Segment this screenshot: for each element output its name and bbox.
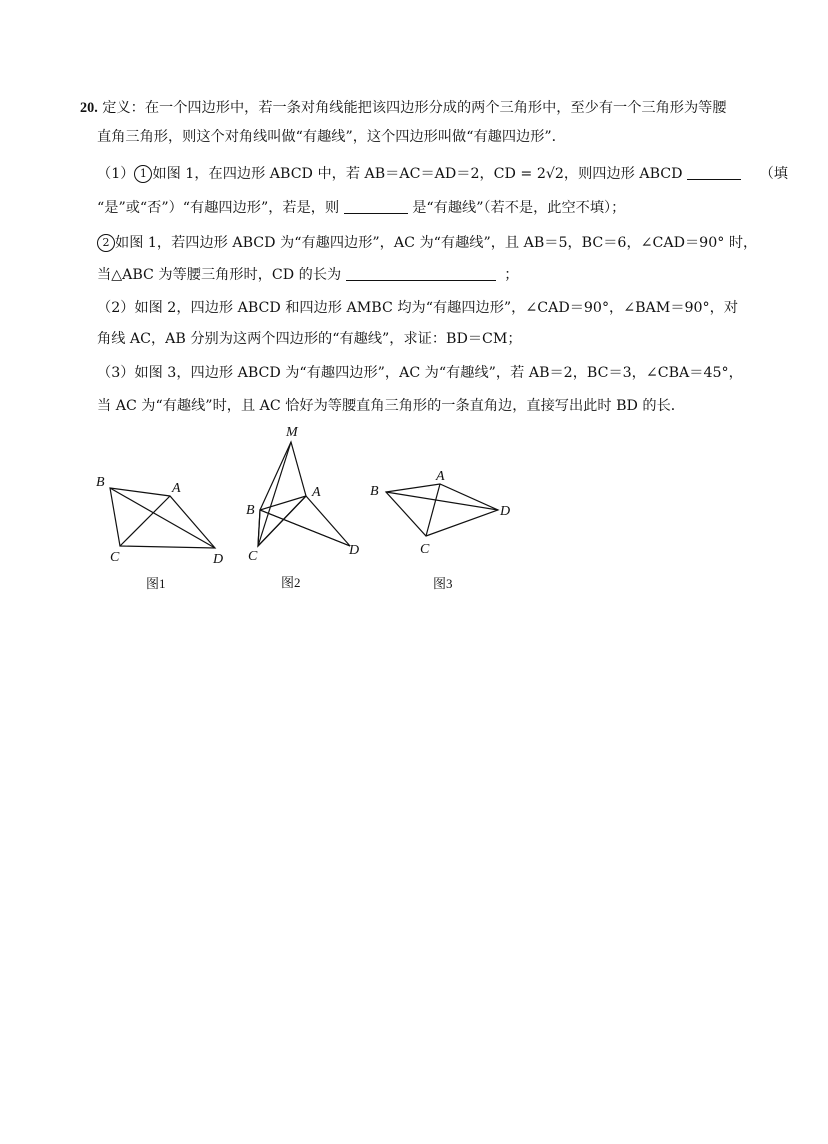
- part3-text-2: 当 AC 为“有趣线”时，且 AC 恰好为等腰直角三角形的一条直角边，直接写出此时 BD 的长．: [97, 398, 685, 414]
- part3-line-2: [97, 396, 685, 416]
- figure-3: [360, 460, 530, 600]
- problem-definition-line-1: [80, 98, 727, 118]
- figure-2-diagonal-bd: [260, 510, 350, 546]
- part1-q2-text-3: ；: [504, 267, 519, 283]
- problem-number: 20.: [80, 100, 98, 116]
- answer-blank-2[interactable]: [344, 199, 408, 214]
- part1-label: （1）: [97, 166, 135, 182]
- figure-3-label-a: A: [436, 469, 445, 484]
- answer-blank-1[interactable]: [687, 165, 741, 180]
- figure-3-label-b: B: [370, 484, 379, 499]
- circled-number-2: 2: [97, 234, 115, 252]
- part1-q1-text-2: “是”或“否”）“有趣四边形”，若是，则: [97, 200, 340, 216]
- figure-2-label-m: M: [286, 425, 298, 440]
- figure-2: [238, 420, 373, 600]
- figure-3-caption: 图3: [433, 576, 453, 591]
- part1-q1-line-1: [97, 164, 788, 184]
- part2-line-1: [97, 298, 738, 318]
- definition-text-1: 定义：在一个四边形中，若一条对角线能把该四边形分成的两个三角形中，至少有一个三角形为等腰: [102, 100, 727, 116]
- figure-2-label-a: A: [312, 485, 321, 500]
- part1-q1-line-2: [97, 198, 625, 218]
- part1-q1-text-3: 是“有趣线”（若不是，此空不填）；: [412, 200, 626, 216]
- part3-text-1: （3）如图 3，四边形 ABCD 为“有趣四边形”，AC 为“有趣线”，若 AB＝2，BC＝3，∠CBA＝45°，: [97, 365, 743, 381]
- figure-1-diagonal-ac: [120, 496, 170, 546]
- figure-1-label-a: A: [172, 481, 181, 496]
- part1-q2-line-1: [97, 233, 757, 253]
- figure-1-label-c: C: [110, 550, 120, 565]
- part2-text-1: （2）如图 2，四边形 ABCD 和四边形 AMBC 均为“有趣四边形”，∠CAD＝90°，∠BAM＝90°，对: [97, 300, 739, 316]
- figure-2-label-c: C: [248, 549, 258, 564]
- part1-q1-text: 如图 1，在四边形 ABCD 中，若 AB＝AC＝AD＝2，CD = 2√2，则四边形 ABCD: [152, 166, 683, 182]
- definition-text-2: 直角三角形，则这个对角线叫做“有趣线”，这个四边形叫做“有趣四边形”．: [97, 129, 566, 145]
- figure-3-diagonal-ac: [426, 484, 440, 536]
- figure-2-label-d: D: [349, 543, 360, 558]
- figure-3-quadrilateral: [386, 484, 498, 536]
- figure-3-label-d: D: [500, 504, 511, 519]
- part3-line-1: [97, 363, 743, 383]
- figure-1-label-d: D: [213, 552, 224, 567]
- figure-1: [90, 470, 240, 600]
- figure-2-caption: 图2: [281, 575, 301, 590]
- part2-line-2: [97, 329, 522, 349]
- circled-number-1: 1: [134, 165, 152, 183]
- figure-1-label-b: B: [96, 475, 105, 490]
- part1-q2-text: 如图 1，若四边形 ABCD 为“有趣四边形”，AC 为“有趣线”，且 AB＝5，BC＝6，∠CAD＝90° 时，: [115, 235, 758, 251]
- figure-3-label-c: C: [420, 542, 430, 557]
- part1-q1-fill-hint: （填: [759, 166, 788, 182]
- part2-text-2: 角线 AC，AB 分别为这两个四边形的“有趣线”，求证：BD＝CM；: [97, 331, 522, 347]
- figure-2-label-b: B: [246, 503, 255, 518]
- figure-1-diagonal-bd: [110, 488, 215, 548]
- problem-definition-line-2: [97, 127, 566, 147]
- figure-3-diagonal-bd: [386, 492, 498, 510]
- part1-q2-text-2: 当△ABC 为等腰三角形时，CD 的长为: [97, 267, 342, 283]
- figure-2-diagonal-cm: [258, 442, 291, 546]
- part1-q2-line-2: [97, 265, 518, 285]
- answer-blank-3[interactable]: [346, 266, 496, 281]
- figure-1-caption: 图1: [146, 576, 166, 591]
- figure-2-quadrilateral-ambc: [258, 442, 306, 546]
